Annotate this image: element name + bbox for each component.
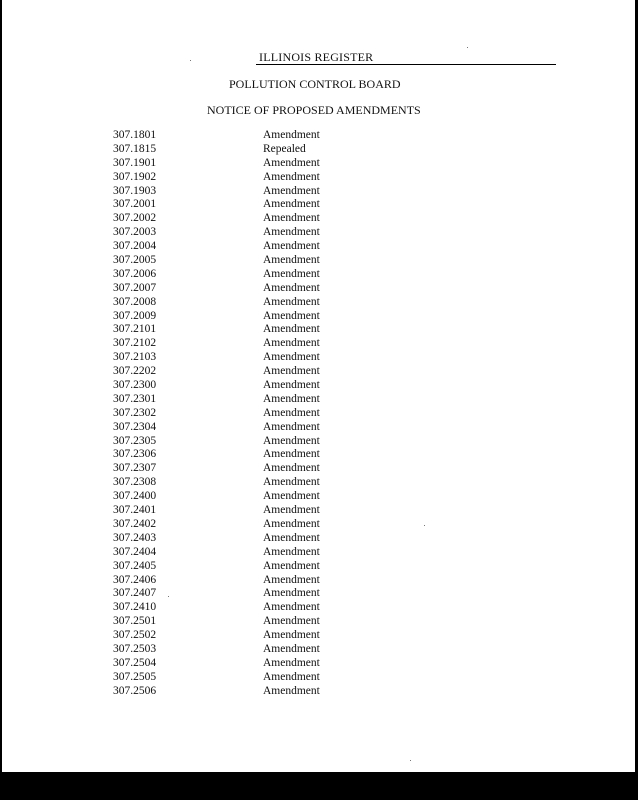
section-row bbox=[0, 657, 638, 671]
section-number: 307.2005 bbox=[113, 254, 157, 267]
section-row bbox=[0, 171, 638, 185]
sections-list bbox=[0, 129, 638, 699]
section-row bbox=[0, 462, 638, 476]
section-number: 307.2401 bbox=[113, 504, 157, 517]
section-action: Amendment bbox=[263, 240, 320, 253]
section-row bbox=[0, 685, 638, 699]
section-row bbox=[0, 643, 638, 657]
section-number: 307.1815 bbox=[113, 142, 157, 155]
section-action: Amendment bbox=[263, 351, 320, 364]
section-action: Amendment bbox=[263, 420, 320, 433]
section-action: Amendment bbox=[263, 448, 320, 461]
section-row bbox=[0, 379, 638, 393]
scan-bottom-bar bbox=[0, 772, 638, 800]
register-title: ILLINOIS REGISTER bbox=[259, 50, 374, 64]
section-row bbox=[0, 310, 638, 324]
section-number: 307.2007 bbox=[113, 281, 157, 294]
section-row bbox=[0, 296, 638, 310]
section-number: 307.2506 bbox=[113, 684, 157, 697]
section-number: 307.2503 bbox=[113, 642, 157, 655]
section-number: 307.2009 bbox=[113, 309, 157, 322]
section-row bbox=[0, 615, 638, 629]
section-action: Amendment bbox=[263, 267, 320, 280]
section-action: Amendment bbox=[263, 615, 320, 628]
section-row bbox=[0, 601, 638, 615]
section-row bbox=[0, 282, 638, 296]
section-number: 307.2501 bbox=[113, 615, 157, 628]
scan-speck bbox=[190, 60, 191, 61]
section-number: 307.2307 bbox=[113, 462, 157, 475]
section-row bbox=[0, 323, 638, 337]
section-number: 307.1801 bbox=[113, 129, 157, 141]
section-number: 307.1903 bbox=[113, 184, 157, 197]
section-row bbox=[0, 476, 638, 490]
section-number: 307.2102 bbox=[113, 337, 157, 350]
section-action: Amendment bbox=[263, 601, 320, 614]
section-row bbox=[0, 198, 638, 212]
scan-speck bbox=[410, 760, 411, 761]
section-action: Amendment bbox=[263, 629, 320, 642]
section-action: Amendment bbox=[263, 559, 320, 572]
section-number: 307.2101 bbox=[113, 323, 157, 336]
section-row bbox=[0, 129, 638, 143]
section-number: 307.1901 bbox=[113, 156, 157, 169]
section-row bbox=[0, 157, 638, 171]
section-row bbox=[0, 365, 638, 379]
section-row bbox=[0, 587, 638, 601]
section-number: 307.2405 bbox=[113, 559, 157, 572]
section-row bbox=[0, 532, 638, 546]
section-action: Amendment bbox=[263, 517, 320, 530]
section-number: 307.2402 bbox=[113, 517, 157, 530]
section-row bbox=[0, 212, 638, 226]
section-number: 307.2406 bbox=[113, 573, 157, 586]
scan-speck bbox=[467, 47, 468, 48]
section-number: 307.2003 bbox=[113, 226, 157, 239]
section-number: 307.2002 bbox=[113, 212, 157, 225]
section-number: 307.2404 bbox=[113, 545, 157, 558]
section-row bbox=[0, 448, 638, 462]
section-action: Amendment bbox=[263, 184, 320, 197]
section-row bbox=[0, 240, 638, 254]
section-action: Amendment bbox=[263, 337, 320, 350]
section-action: Amendment bbox=[263, 545, 320, 558]
section-number: 307.2410 bbox=[113, 601, 157, 614]
section-row bbox=[0, 574, 638, 588]
section-number: 307.2103 bbox=[113, 351, 157, 364]
section-row bbox=[0, 337, 638, 351]
section-row bbox=[0, 393, 638, 407]
section-action: Amendment bbox=[263, 379, 320, 392]
section-row bbox=[0, 671, 638, 685]
section-row bbox=[0, 407, 638, 421]
section-number: 307.2505 bbox=[113, 670, 157, 683]
section-number: 307.2304 bbox=[113, 420, 157, 433]
section-action: Amendment bbox=[263, 504, 320, 517]
section-action: Amendment bbox=[263, 642, 320, 655]
section-number: 307.2305 bbox=[113, 434, 157, 447]
section-row bbox=[0, 490, 638, 504]
section-number: 307.2407 bbox=[113, 587, 157, 600]
register-rule bbox=[256, 64, 556, 65]
section-action: Amendment bbox=[263, 392, 320, 405]
section-action: Amendment bbox=[263, 129, 320, 141]
section-row bbox=[0, 421, 638, 435]
section-row bbox=[0, 629, 638, 643]
section-action: Amendment bbox=[263, 156, 320, 169]
section-number: 307.2306 bbox=[113, 448, 157, 461]
section-action: Amendment bbox=[263, 170, 320, 183]
section-number: 307.2502 bbox=[113, 629, 157, 642]
section-action: Amendment bbox=[263, 198, 320, 211]
section-number: 307.2008 bbox=[113, 295, 157, 308]
section-number: 307.2308 bbox=[113, 476, 157, 489]
section-action: Amendment bbox=[263, 406, 320, 419]
section-number: 307.2400 bbox=[113, 490, 157, 503]
section-row bbox=[0, 560, 638, 574]
section-row bbox=[0, 143, 638, 157]
section-row bbox=[0, 504, 638, 518]
section-row bbox=[0, 185, 638, 199]
notice-title: NOTICE OF PROPOSED AMENDMENTS bbox=[207, 103, 421, 117]
section-action: Amendment bbox=[263, 226, 320, 239]
section-row bbox=[0, 226, 638, 240]
section-row bbox=[0, 546, 638, 560]
section-action: Repealed bbox=[263, 142, 306, 155]
section-action: Amendment bbox=[263, 476, 320, 489]
section-number: 307.2300 bbox=[113, 379, 157, 392]
section-row bbox=[0, 268, 638, 282]
board-title: POLLUTION CONTROL BOARD bbox=[229, 77, 401, 91]
section-action: Amendment bbox=[263, 365, 320, 378]
section-action: Amendment bbox=[263, 573, 320, 586]
section-action: Amendment bbox=[263, 670, 320, 683]
section-action: Amendment bbox=[263, 684, 320, 697]
section-row bbox=[0, 351, 638, 365]
section-number: 307.2006 bbox=[113, 267, 157, 280]
section-row bbox=[0, 518, 638, 532]
section-action: Amendment bbox=[263, 434, 320, 447]
section-action: Amendment bbox=[263, 309, 320, 322]
section-number: 307.2301 bbox=[113, 392, 157, 405]
section-action: Amendment bbox=[263, 587, 320, 600]
section-action: Amendment bbox=[263, 212, 320, 225]
section-action: Amendment bbox=[263, 254, 320, 267]
section-number: 307.2504 bbox=[113, 656, 157, 669]
section-action: Amendment bbox=[263, 462, 320, 475]
section-row bbox=[0, 254, 638, 268]
section-action: Amendment bbox=[263, 531, 320, 544]
section-number: 307.2302 bbox=[113, 406, 157, 419]
section-action: Amendment bbox=[263, 656, 320, 669]
section-row bbox=[0, 435, 638, 449]
section-action: Amendment bbox=[263, 490, 320, 503]
section-action: Amendment bbox=[263, 295, 320, 308]
section-action: Amendment bbox=[263, 323, 320, 336]
section-number: 307.2001 bbox=[113, 198, 157, 211]
section-number: 307.2403 bbox=[113, 531, 157, 544]
section-number: 307.2202 bbox=[113, 365, 157, 378]
section-number: 307.2004 bbox=[113, 240, 157, 253]
section-action: Amendment bbox=[263, 281, 320, 294]
section-number: 307.1902 bbox=[113, 170, 157, 183]
